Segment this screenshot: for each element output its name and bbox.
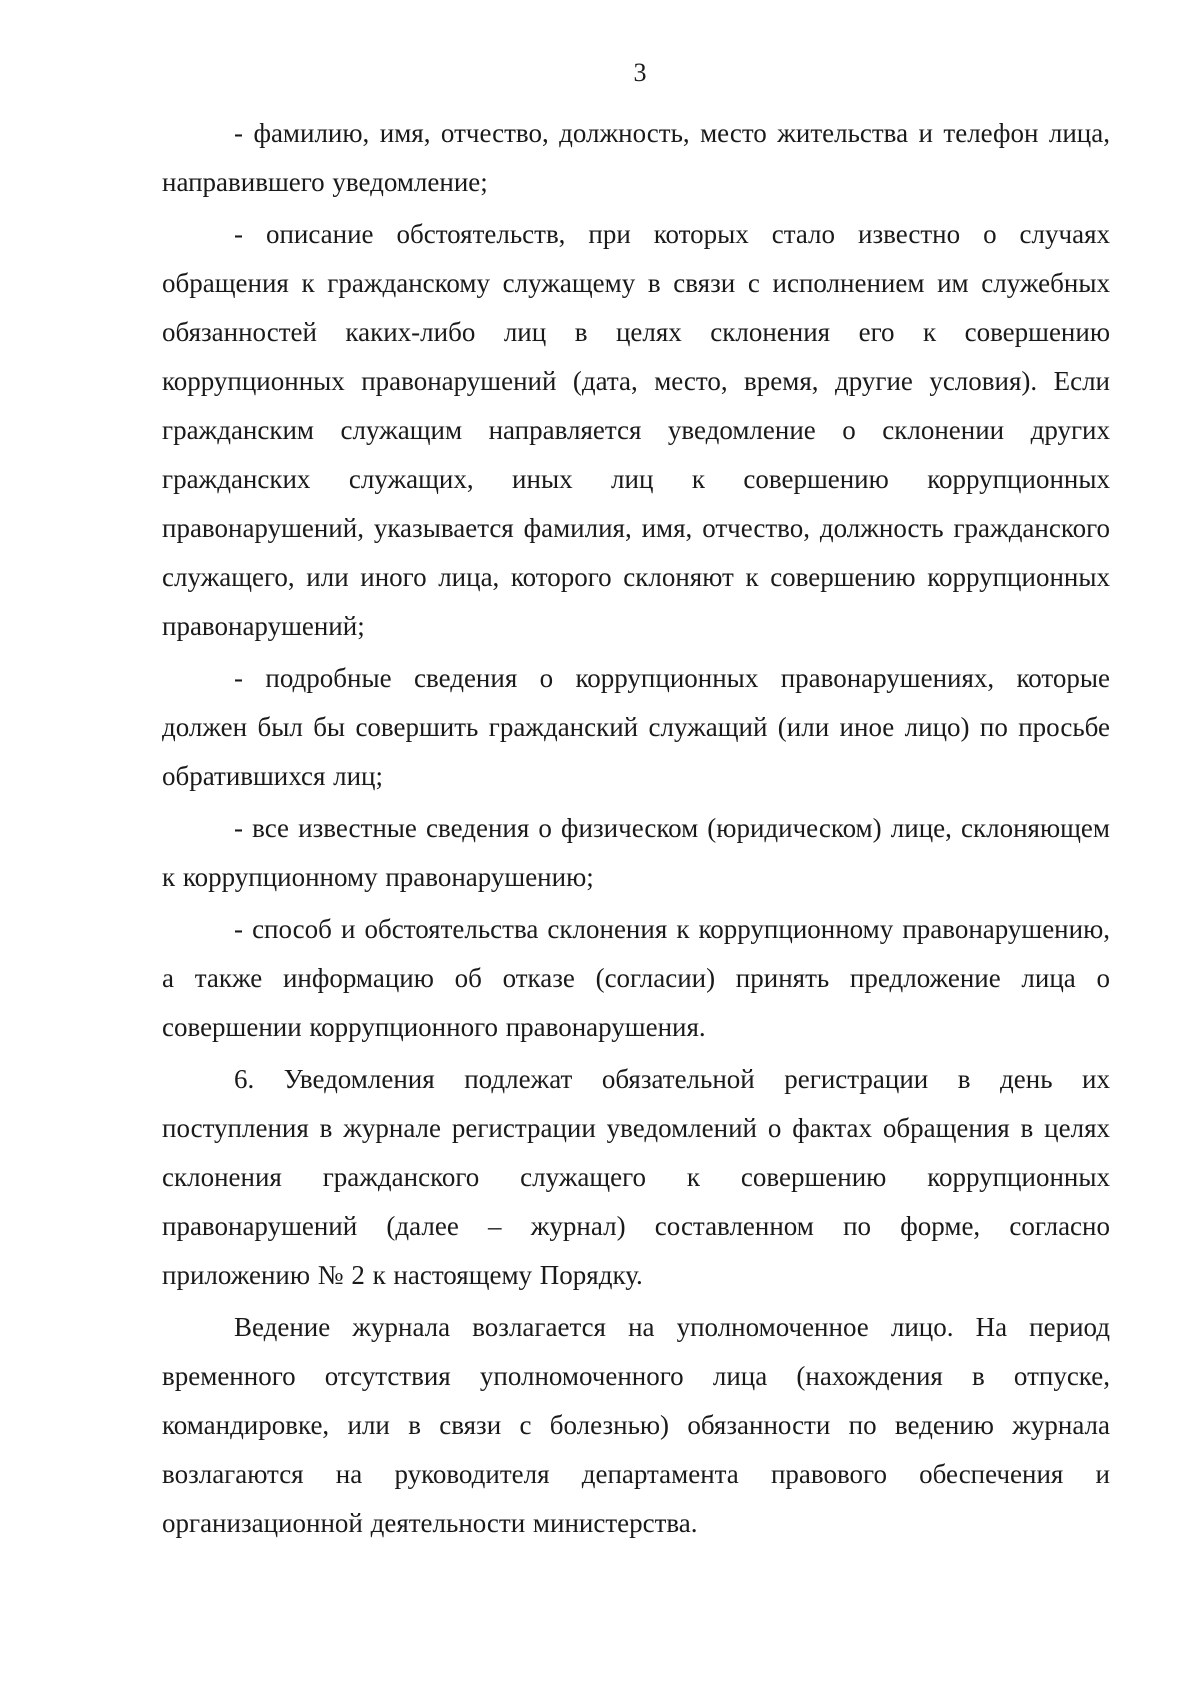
- document-body: [162, 109, 1110, 1548]
- paragraph-contact-details: - фамилию, имя, отчество, должность, место жительства и телефон лица, направившего уведомление;: [162, 118, 1110, 197]
- paragraph-person-info: - все известные сведения о физическом (юридическом) лице, склоняющем к коррупционному правонарушению;: [162, 813, 1110, 892]
- paragraph-journal-keeping: Ведение журнала возлагается на уполномоченное лицо. На период временного отсутствия уполномоченного лица (нахождения в отпуске, командировке, или в связи с болезнью) обязанности по ведению журнала возлагаются на руководителя департамента правового обеспечения и организационной деятельности министерства.: [162, 1312, 1110, 1538]
- paragraph-method-refusal: - способ и обстоятельства склонения к коррупционному правонарушению, а также информацию об отказе (согласии) принять предложение лица о совершении коррупционного правонарушения.: [162, 914, 1110, 1042]
- paragraph-registration: 6. Уведомления подлежат обязательной регистрации в день их поступления в журнале регистрации уведомлений о фактах обращения в целях склонения гражданского служащего к совершению коррупционных правонарушений (далее – журнал) составленном по форме, согласно приложению № 2 к настоящему Порядку.: [162, 1064, 1110, 1290]
- page-number: 3: [633, 58, 647, 87]
- paragraph-circumstances: - описание обстоятельств, при которых стало известно о случаях обращения к гражданскому служащему в связи с исполнением им служебных обязанностей каких-либо лиц в целях склонения его к совершению коррупционных правонарушений (дата, место, время, другие условия). Если гражданским служащим направляется уведомление о склонении других гражданских служащих, иных лиц к совершению коррупционных правонарушений, указывается фамилия, имя, отчество, должность гражданского служащего, или иного лица, которого склоняют к совершению коррупционных правонарушений;: [162, 219, 1110, 641]
- paragraph-offense-details: - подробные сведения о коррупционных правонарушениях, которые должен был бы совершить гражданский служащий (или иное лицо) по просьбе обратившихся лиц;: [162, 663, 1110, 791]
